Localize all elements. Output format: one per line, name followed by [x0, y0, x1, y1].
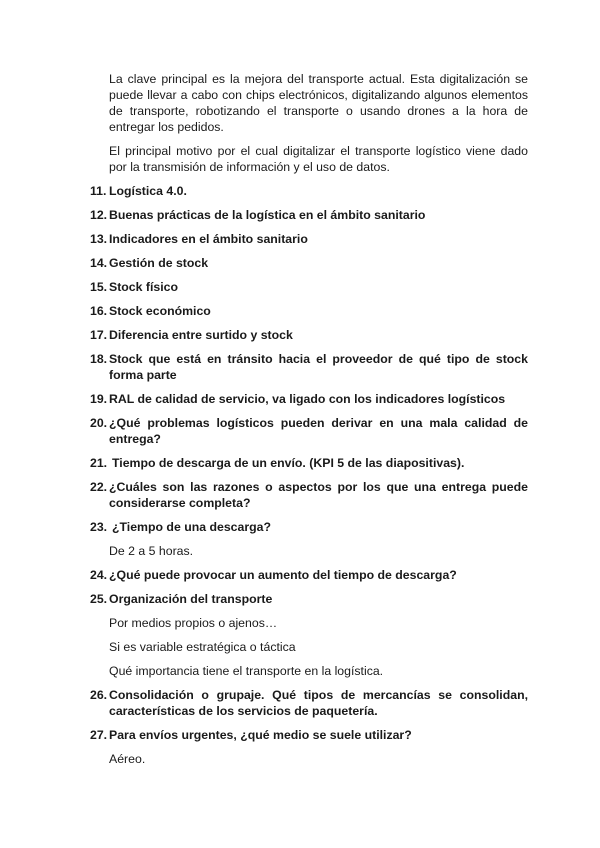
item-text: RAL de calidad de servicio, va ligado con los indicadores logísticos [109, 392, 506, 406]
item-number: 20. [90, 416, 108, 430]
intro-paragraph-1: La clave principal es la mejora del transporte actual. Esta digitalización se puede llevar a cabo con chips electrónicos, digitalizando algunos elementos de transporte, robotizando el transporte o usando drones a la hora de entregar los pedidos. [109, 72, 528, 134]
intro-paragraph-2: El principal motivo por el cual digitalizar el transporte logístico viene dado por la transmisión de información y el uso de datos. [109, 144, 528, 174]
item-text: ¿Qué puede provocar un aumento del tiempo de descarga? [109, 568, 457, 582]
item-number: 24. [90, 568, 108, 582]
item-text: Indicadores en el ámbito sanitario [109, 232, 308, 246]
list-item-24 [90, 567, 528, 583]
list-item-12 [90, 207, 528, 223]
list-item-14 [90, 255, 528, 271]
item-number: 17. [90, 328, 108, 342]
item-number: 22. [90, 480, 108, 494]
item-number: 11. [90, 184, 107, 198]
item-number: 21. [90, 456, 108, 470]
item-text: Consolidación o grupaje. Qué tipos de mercancías se consolidan, características de los servicios de paquetería. [109, 688, 528, 718]
item-text: ¿Tiempo de una descarga? [112, 520, 271, 534]
item-text: ¿Qué problemas logísticos pueden derivar en una mala calidad de entrega? [109, 416, 528, 446]
list-item-27 [90, 727, 528, 743]
item-number: 18. [90, 352, 108, 366]
answer-23: De 2 a 5 horas. [109, 544, 194, 558]
item-text: Tiempo de descarga de un envío. (KPI 5 de las diapositivas). [112, 456, 465, 470]
item-text: Gestión de stock [109, 256, 209, 270]
answer-25-line-2: Si es variable estratégica o táctica [109, 640, 296, 654]
item-number: 26. [90, 688, 108, 702]
list-item-15 [90, 279, 528, 295]
item-number: 16. [90, 304, 108, 318]
list-item-16 [90, 303, 528, 319]
item-text: Stock económico [109, 304, 211, 318]
item-text: ¿Cuáles son las razones o aspectos por los que una entrega puede considerarse completa? [109, 480, 528, 510]
item-text: Para envíos urgentes, ¿qué medio se suele utilizar? [109, 728, 412, 742]
list-item-23 [90, 519, 528, 535]
answer-27: Aéreo. [109, 752, 146, 766]
item-text: Buenas prácticas de la logística en el ámbito sanitario [109, 208, 426, 222]
item-number: 14. [90, 256, 108, 270]
item-number: 13. [90, 232, 108, 246]
item-text: Logística 4.0. [109, 184, 187, 198]
list-item-19 [90, 391, 528, 407]
list-item-20 [90, 415, 528, 447]
item-number: 15. [90, 280, 108, 294]
list-item-11 [90, 183, 528, 199]
list-item-17 [90, 327, 528, 343]
item-text: Organización del transporte [109, 592, 273, 606]
item-number: 12. [90, 208, 108, 222]
answer-25-line-3: Qué importancia tiene el transporte en la logística. [109, 664, 384, 678]
list-item-26 [90, 687, 528, 719]
item-text: Stock físico [109, 280, 179, 294]
list-item-21 [90, 455, 528, 471]
item-number: 23. [90, 520, 108, 534]
item-number: 19. [90, 392, 108, 406]
item-text: Diferencia entre surtido y stock [109, 328, 293, 342]
item-text: Stock que está en tránsito hacia el proveedor de qué tipo de stock forma parte [109, 352, 528, 382]
list-item-22 [90, 479, 528, 511]
answer-25-line-1: Por medios propios o ajenos… [109, 616, 278, 630]
list-item-13 [90, 231, 528, 247]
item-number: 27. [90, 728, 108, 742]
list-item-25 [90, 591, 528, 607]
item-number: 25. [90, 592, 108, 606]
list-item-18 [90, 351, 528, 383]
